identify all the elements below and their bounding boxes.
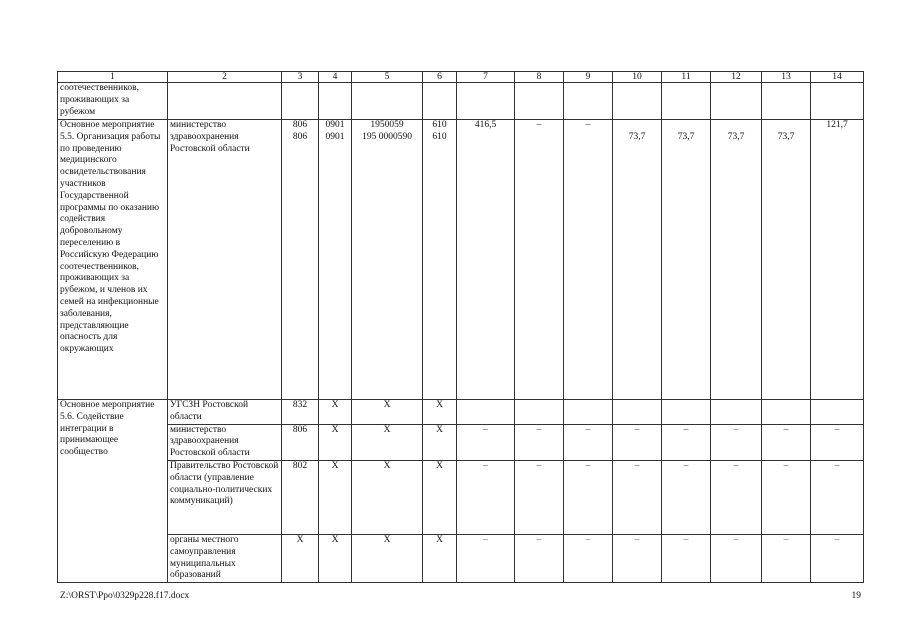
activity-cell: Основное мероприятие 5.6. Содействие интеграции в принимающее сообщество <box>58 400 168 583</box>
value-cell: – <box>662 424 711 460</box>
value-cell: – <box>457 534 515 582</box>
value-cell: – <box>762 460 811 534</box>
executor-cell: органы местного самоуправления муниципальных образований <box>168 534 282 582</box>
value-cell: 73,7 <box>613 120 662 400</box>
header-cell: 1 <box>58 72 168 83</box>
file-path: Z:\ORST\Ppo\0329p228.f17.docx <box>60 591 190 601</box>
executor-cell: Правительство Ростовской области (управление социально-политических коммуникаций) <box>168 460 282 534</box>
header-cell: 14 <box>811 72 864 83</box>
grbs-cell: 806 <box>282 424 319 460</box>
value-cell: 121,7 <box>811 120 864 400</box>
grbs-cell: 832 <box>282 400 319 425</box>
activity-cell: соотечественников, проживающих за рубежом <box>58 83 168 120</box>
table-row <box>58 120 864 400</box>
expense-type-cell: Х <box>423 460 457 534</box>
value-cell: – <box>711 424 762 460</box>
section-cell: Х <box>319 534 352 582</box>
header-cell: 7 <box>457 72 515 83</box>
header-cell: 5 <box>352 72 423 83</box>
value-cell: – <box>515 424 564 460</box>
header-cell: 10 <box>613 72 662 83</box>
value-cell: – <box>564 424 613 460</box>
section-cell: Х <box>319 400 352 425</box>
executor-cell: министерство здравоохранения Ростовской области <box>168 120 282 400</box>
value-cell: – <box>662 534 711 582</box>
value-cell: – <box>515 120 564 400</box>
executor-cell: министерство здравоохранения Ростовской области <box>168 424 282 460</box>
value-cell: – <box>457 460 515 534</box>
header-cell: 8 <box>515 72 564 83</box>
executor-cell: УГСЗН Ростовской области <box>168 400 282 425</box>
section-cell: Х <box>319 460 352 534</box>
value-cell: – <box>811 534 864 582</box>
value-cell: 73,7 <box>762 120 811 400</box>
grbs-cell: 802 <box>282 460 319 534</box>
header-cell: 2 <box>168 72 282 83</box>
expense-type-cell: 610 610 <box>423 120 457 400</box>
expense-type-cell: Х <box>423 534 457 582</box>
table-row <box>58 83 864 120</box>
header-cell: 12 <box>711 72 762 83</box>
header-cell: 3 <box>282 72 319 83</box>
header-cell: 6 <box>423 72 457 83</box>
value-cell: – <box>711 460 762 534</box>
header-cell: 9 <box>564 72 613 83</box>
value-cell: – <box>711 534 762 582</box>
target-article-cell: Х <box>352 400 423 425</box>
value-cell: – <box>811 460 864 534</box>
value-cell: – <box>515 460 564 534</box>
header-cell: 13 <box>762 72 811 83</box>
target-article-cell: Х <box>352 460 423 534</box>
value-cell: – <box>515 534 564 582</box>
value-cell: 416,5 <box>457 120 515 400</box>
value-cell: – <box>457 424 515 460</box>
expense-type-cell: Х <box>423 424 457 460</box>
header-cell: 11 <box>662 72 711 83</box>
table-row <box>58 460 864 534</box>
value-cell: – <box>662 460 711 534</box>
value-cell: – <box>564 534 613 582</box>
activity-cell: Основное мероприятие 5.5. Организация работы по проведению медицинского освидетельствования участников Государственной программы по оказанию содействия добровольному переселению в Российскую Федерацию соотечественников, проживающих за рубежом, и членов их семей на инфекционные заболевания, представляющие опасность для окружающих <box>58 120 168 400</box>
section-cell: 0901 0901 <box>319 120 352 400</box>
value-cell: – <box>564 120 613 400</box>
grbs-cell: 806 806 <box>282 120 319 400</box>
value-cell: – <box>613 534 662 582</box>
header-row <box>58 72 864 83</box>
grbs-cell: Х <box>282 534 319 582</box>
target-article-cell: 1950059 195 0000590 <box>352 120 423 400</box>
value-cell: 73,7 <box>662 120 711 400</box>
value-cell: – <box>762 534 811 582</box>
target-article-cell: Х <box>352 534 423 582</box>
value-cell: – <box>613 424 662 460</box>
section-cell: Х <box>319 424 352 460</box>
target-article-cell: Х <box>352 424 423 460</box>
expense-type-cell: Х <box>423 400 457 425</box>
value-cell: – <box>762 424 811 460</box>
table-row <box>58 534 864 582</box>
value-cell: – <box>613 460 662 534</box>
table-row <box>58 400 864 425</box>
table-row <box>58 424 864 460</box>
value-cell: – <box>811 424 864 460</box>
header-cell: 4 <box>319 72 352 83</box>
program-table <box>57 71 864 583</box>
value-cell: – <box>564 460 613 534</box>
page-number: 19 <box>851 591 861 601</box>
value-cell: 73,7 <box>711 120 762 400</box>
